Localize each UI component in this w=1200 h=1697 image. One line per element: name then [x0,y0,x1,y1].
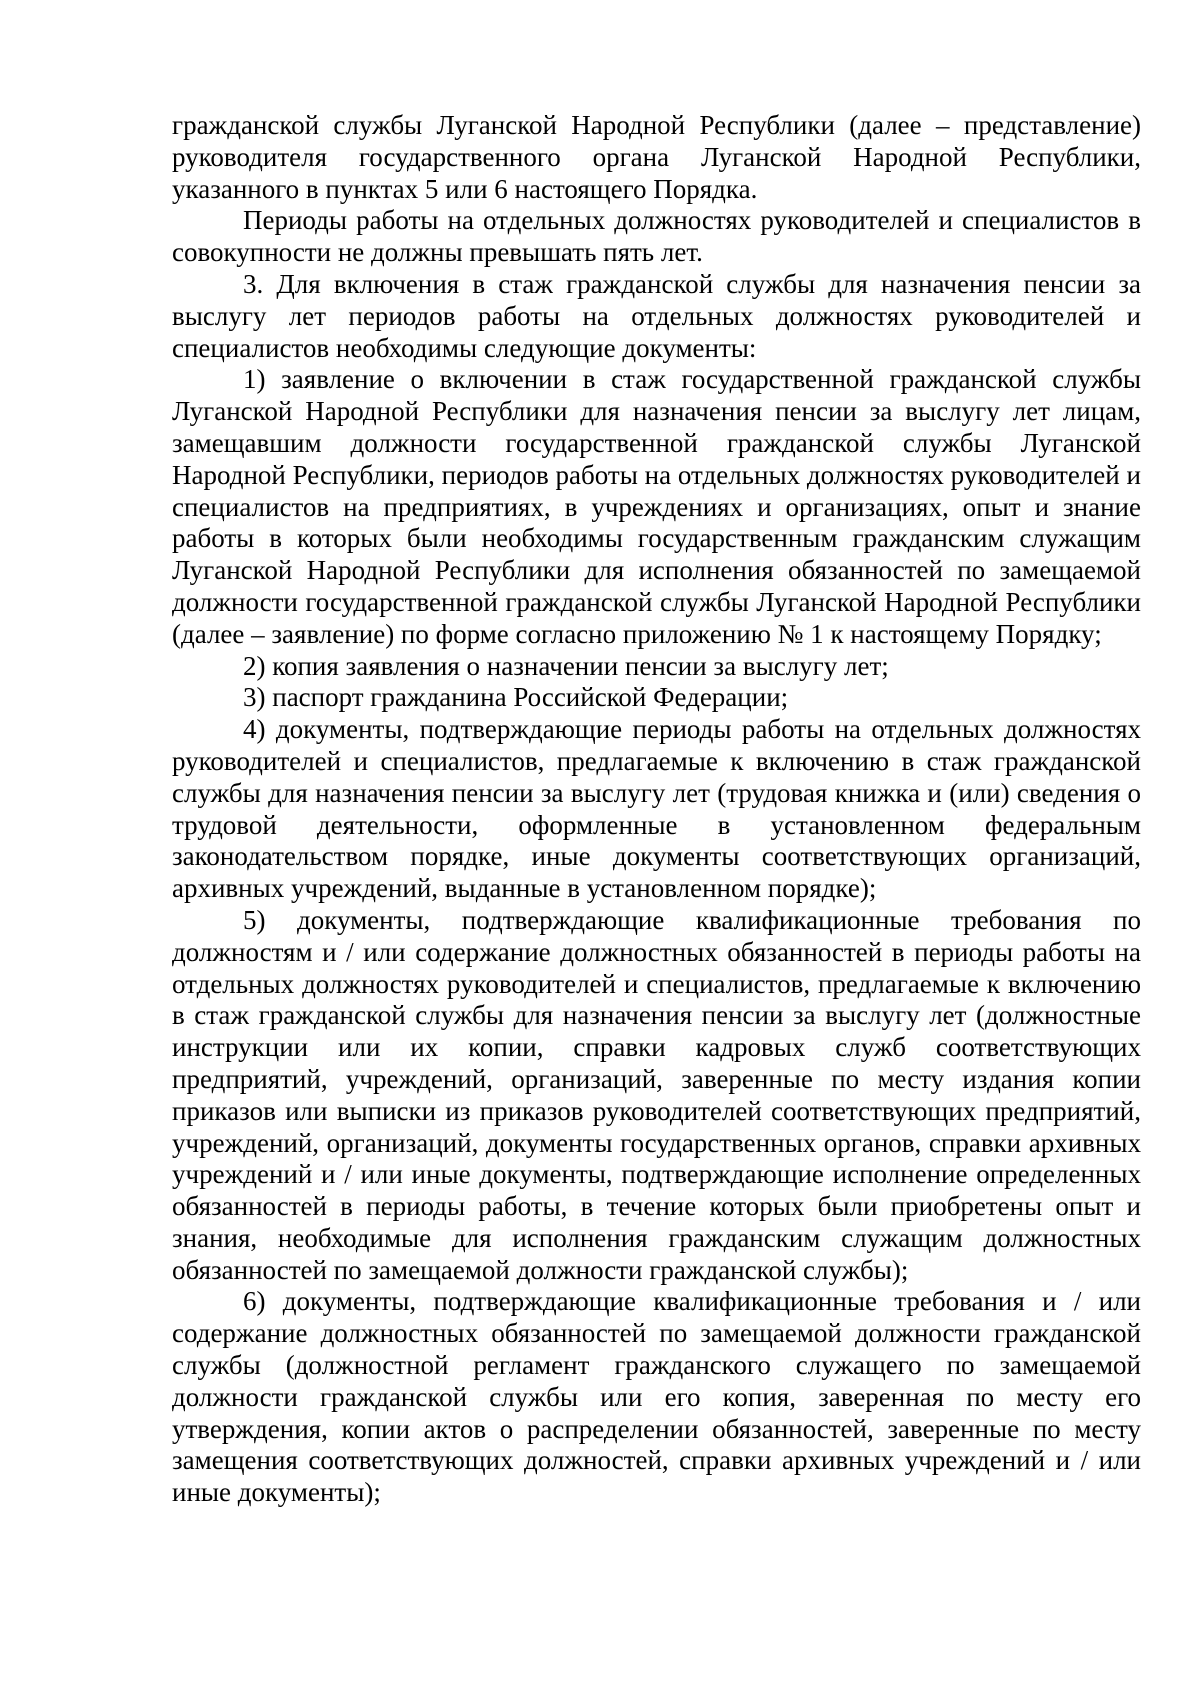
paragraph-item-3-1: 1) заявление о включении в стаж государственной гражданской службы Луганской Народной Республики для назначения пенсии за выслугу лет лицам, замещавшим должности государственной гражданской службы Луганской Народной Республики, периодов работы на отдельных должностях руководителей и специалистов на предприятиях, в учреждениях и организациях, опыт и знание работы в которых были необходимы государственным гражданским служащим Луганской Народной Республики для исполнения обязанностей по замещаемой должности государственной гражданской службы Луганской Народной Республики (далее – заявление) по форме согласно приложению № 1 к настоящему Порядку; [172,364,1141,649]
paragraph-continuation: гражданской службы Луганской Народной Республики (далее – представление) руководителя государственного органа Луганской Народной Республики, указанного в пунктах 5 или 6 настоящего Порядка. [172,110,1141,204]
paragraph-item-3-5: 5) документы, подтверждающие квалификационные требования по должностям и / или содержание должностных обязанностей в периоды работы на отдельных должностях руководителей и специалистов, предлагаемые к включению в стаж гражданской службы для назначения пенсии за выслугу лет (должностные инструкции или их копии, справки кадровых служб соответствующих предприятий, учреждений, организаций, заверенные по месту издания копии приказов или выписки из приказов руководителей соответствующих предприятий, учреждений, организаций, документы государственных органов, справки архивных учреждений и / или иные документы, подтверждающие исполнение определенных обязанностей в периоды работы, в течение которых были приобретены опыт и знания, необходимые для исполнения гражданским служащим должностных обязанностей по замещаемой должности гражданской службы); [172,904,1141,1285]
paragraph-item-3: 3. Для включения в стаж гражданской службы для назначения пенсии за выслугу лет периодов работы на отдельных должностях руководителей и специалистов необходимы следующие документы: [172,268,1141,363]
paragraph-item-3-4: 4) документы, подтверждающие периоды работы на отдельных должностях руководителей и специалистов, предлагаемые к включению в стаж гражданской службы для назначения пенсии за выслугу лет (трудовая книжка и (или) сведения о трудовой деятельности, оформленные в установленном федеральным законодательством порядке, иные документы соответствующих организаций, архивных учреждений, выданные в установленном порядке); [172,714,1141,904]
paragraph-item-3-6: 6) документы, подтверждающие квалификационные требования и / или содержание должностных обязанностей по замещаемой должности гражданской службы (должностной регламент гражданского служащего по замещаемой должности гражданской службы или его копия, заверенная по месту его утверждения, копии актов о распределении обязанностей, заверенные по месту замещения соответствующих должностей, справки архивных учреждений и / или иные документы); [172,1286,1141,1508]
paragraph-periods-limit: Периоды работы на отдельных должностях руководителей и специалистов в совокупности не должны превышать пять лет. [172,205,1141,268]
document-page [172,110,1141,1509]
paragraph-item-3-2: 2) копия заявления о назначении пенсии за выслугу лет; [243,650,889,681]
paragraph-item-3-3: 3) паспорт гражданина Российской Федерации; [243,682,789,713]
